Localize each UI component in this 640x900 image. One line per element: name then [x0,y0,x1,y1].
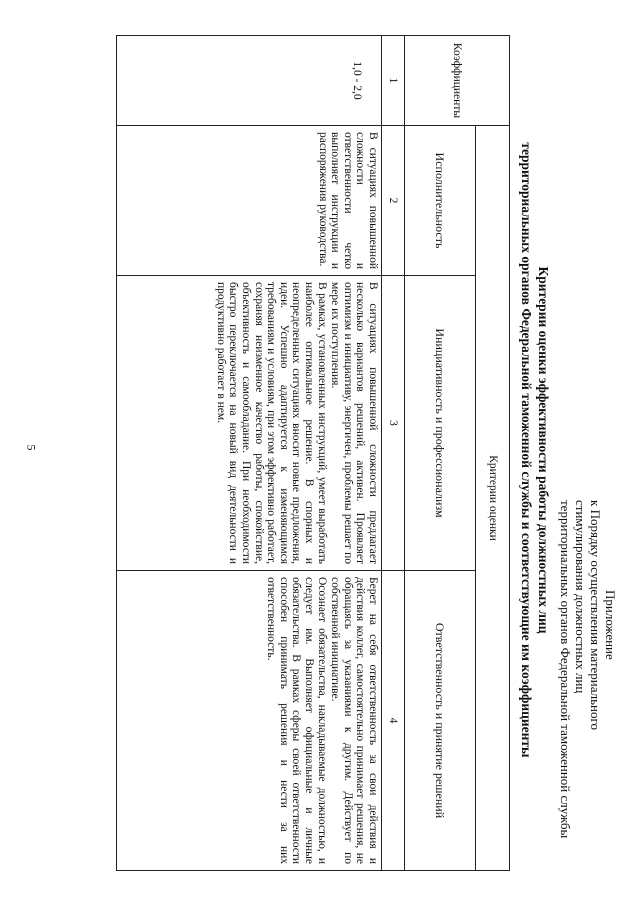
page-number: 5 [24,444,39,451]
appendix-line: Приложение [603,590,618,660]
column-number: 2 [382,126,405,276]
document-title [518,30,552,870]
appendix-line: стимулирования должностных лиц [573,500,588,694]
appendix-header [558,500,618,870]
description-paragraph: Осознает обязательства, накладываемые должностью, и следует им. Выполняет официальные и личные обязательства. В рамках сферы своей ответственности способен принимать решения и нести за них ответственность. [265,577,328,865]
description-paragraph: В рамках, установленных инструкций, умеет выработать наиболее оптимальное решение. В спорных и неопределенных ситуациях вносит новые предложения, идеи. Успешно адаптируется к изменяющимся требованиям и условиям, при этом эффективно работает, сохраняя неизменное качество работы, спокойствие, объективность и самообладание. При необходимости быстро переключается на новый вид деятельности и продуктивно работает в нем. [214,282,328,564]
execution-description [117,126,382,276]
description-paragraph: В ситуациях повышенной сложности предлагает несколько вариантов решений, активен. Проявляет оптимизм и инициативу, энергичен, проблемы решает по мере их поступления. [329,282,379,564]
criteria-table [116,35,510,871]
appendix-line: территориальных органов Федеральной таможенной службы [558,500,573,839]
coefficient-range: 1,0 - 2,0 [117,36,382,126]
title-line: территориальных органов Федеральной таможенной службы и соответствующие им коэффициенты [519,142,534,758]
initiative-description [117,276,382,571]
column-header-responsibility: Ответственность и принятие решений [405,571,476,871]
appendix-line: к Порядку осуществления материального [588,500,603,731]
coefficients-header: Коэффициенты [405,36,510,126]
column-number: 4 [382,571,405,871]
column-number: 3 [382,276,405,571]
column-header-initiative: Инициативность и профессионализм [405,276,476,571]
criteria-header: Критерии оценки [476,126,510,871]
table-row [117,36,382,871]
column-number: 1 [382,36,405,126]
title-line: Критерии оценки эффективности работы должностных лиц [536,266,551,634]
responsibility-description [117,571,382,871]
column-header-execution: Исполнительность [405,126,476,276]
description-paragraph: В ситуациях повышенной сложности и ответственности четко выполняет инструкции и распоряжения руководства. [316,132,379,269]
description-paragraph: Берет на себя ответственность за свои действия и действия коллег, самостоятельно принимает решения, не обращаясь за указаниями к другим. Действует по собственной инициативе. [329,577,379,865]
